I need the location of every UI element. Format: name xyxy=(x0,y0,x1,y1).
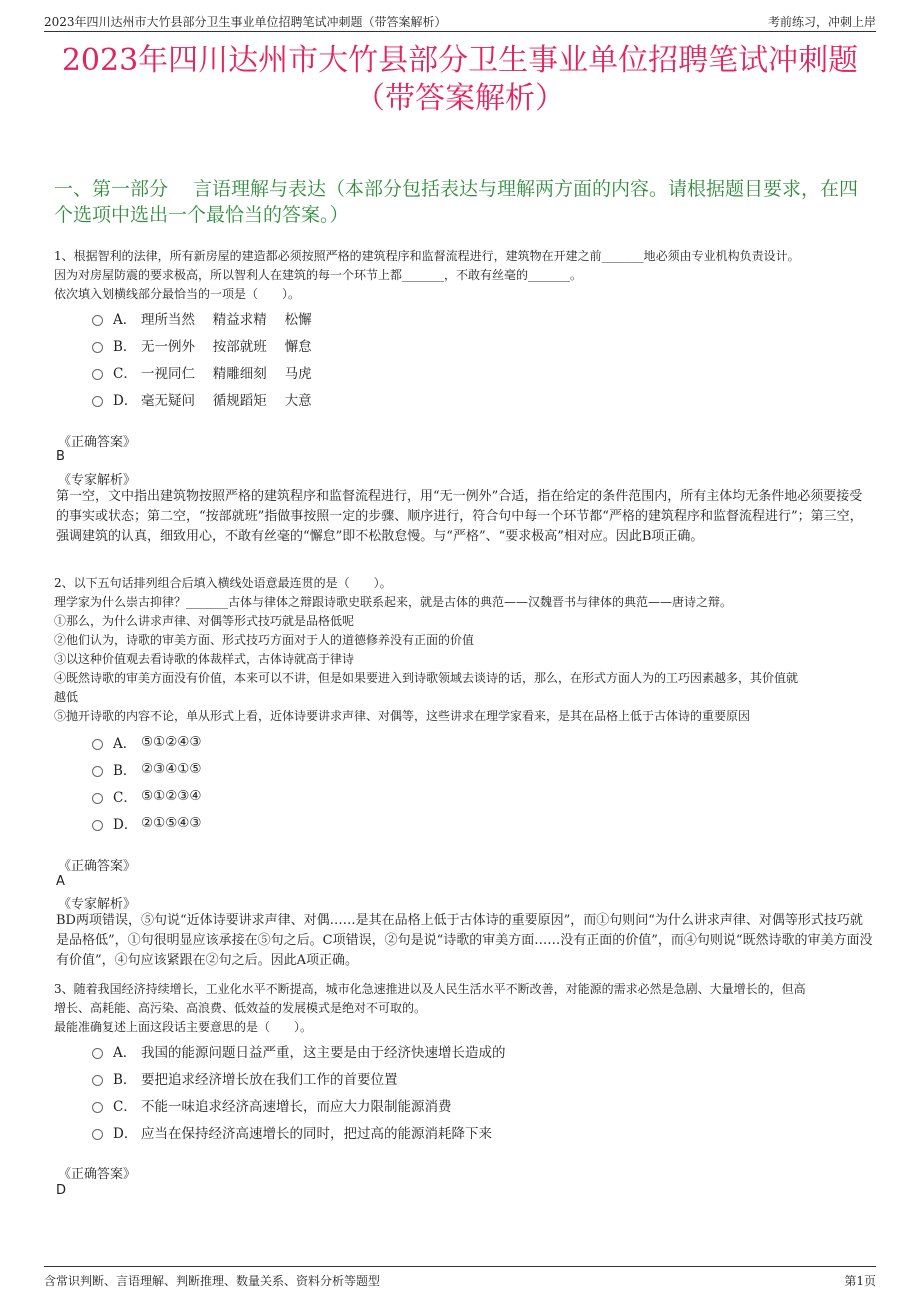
page-footer xyxy=(44,1266,876,1290)
footer-question-types: 含常识判断、言语理解、判断推理、数量关系、资料分析等题型 xyxy=(44,1274,381,1288)
question-line: 理学家为什么崇古抑律？_______古体与律体之辩跟诗歌史联系起来，就是古体的典范——汉魏晋书与律体的典范——唐诗之辩。 xyxy=(54,595,733,609)
question-line: 增长、高耗能、高污染、高浪费、低效益的发展模式是绝对不可取的。 xyxy=(54,1001,427,1015)
question-line: 因为对房屋防震的要求极高，所以智利人在建筑的每一个环节上都_______，不敢有丝毫的_______。 xyxy=(54,268,583,282)
question-3-stem xyxy=(54,980,880,1037)
question-line: 3、随着我国经济持续增长，工业化水平不断提高，城市化急速推进以及人民生活水平不断改善，对能源的需求必然是急剧、大量增长的，但高 xyxy=(54,982,806,996)
option-b[interactable] xyxy=(92,755,202,782)
header-slogan: 考前练习，冲刺上岸 xyxy=(767,15,876,29)
radio-icon[interactable] xyxy=(92,396,103,407)
question-line: ②他们认为，诗歌的审美方面、形式技巧方面对于人的道德修养没有正面的价值 xyxy=(54,633,475,647)
option-letter: D． xyxy=(113,392,138,409)
option-b[interactable] xyxy=(92,331,312,358)
radio-icon[interactable] xyxy=(92,820,103,831)
title-line-2: （带答案解析） xyxy=(355,81,565,116)
section-heading: 一、第一部分 言语理解与表达（本部分包括表达与理解两方面的内容。请根据题目要求，在四个选项中选出一个最恰当的答案。） xyxy=(54,178,859,226)
question-2-options xyxy=(92,728,202,836)
page-title xyxy=(40,42,880,118)
option-text: ②③④①⑤ xyxy=(141,760,202,777)
correct-answer: D xyxy=(56,1183,67,1198)
option-text: ⑤①②④③ xyxy=(141,733,202,750)
option-text: 要把追求经济增长放在我们工作的首要位置 xyxy=(141,1071,398,1088)
option-text: 应当在保持经济高速增长的同时，把过高的能源消耗降下来 xyxy=(141,1125,492,1142)
question-line: 依次填入划横线部分最恰当的一项是（ ）。 xyxy=(54,287,301,301)
expert-analysis: BD两项错误，⑤句说“近体诗要讲求声律、对偶……是其在品格上低于古体诗的重要原因”，而①句则问“为什么讲求声律、对偶等形式技巧就是品格低”，①句很明显应该承接在⑤句之后。C项错误，②句是说“诗歌的审美方面……没有正面的价值”，而④句则说“既然诗歌的审美方面没有价值”，④句应该紧跟在②句之后。因此A项正确。 xyxy=(56,913,873,968)
expert-analysis: 第一空，文中指出建筑物按照严格的建筑程序和监督流程进行，用“无一例外”合适，指在给定的条件范围内，所有主体均无条件地必须要接受的事实或状态；第二空，“按部就班”指做事按照一定的步骤、顺序进行，符合句中每一个环节都“严格的建筑程序和监督流程进行”；第三空，强调建筑的认真，细致用心，不敢有丝毫的“懈怠”即不松散怠慢。与“严格”、“要求极高”相对应。因此B项正确。 xyxy=(56,489,863,544)
option-text: 毫无疑问 循规蹈矩 大意 xyxy=(141,392,312,409)
option-letter: A． xyxy=(113,1044,137,1061)
radio-icon[interactable] xyxy=(92,342,103,353)
header-doc-title: 2023年四川达州市大竹县部分卫生事业单位招聘笔试冲刺题（带答案解析） xyxy=(44,15,447,29)
option-letter: A． xyxy=(113,311,137,328)
question-line: 越低 xyxy=(54,690,79,704)
option-text: ⑤①②③④ xyxy=(141,787,202,804)
radio-icon[interactable] xyxy=(92,739,103,750)
radio-icon[interactable] xyxy=(92,766,103,777)
option-d[interactable] xyxy=(92,809,202,836)
question-3-options xyxy=(92,1037,506,1145)
option-letter: C． xyxy=(113,789,137,806)
question-line: ④既然诗歌的审美方面没有价值，本来可以不讲，但是如果要进入到诗歌领域去谈诗的话，那么，在形式方面人为的工巧因素越多，其价值就 xyxy=(54,671,799,685)
question-line: 2、以下五句话排列组合后填入横线处语意最连贯的是（ ）。 xyxy=(54,576,392,590)
option-letter: C． xyxy=(113,1098,137,1115)
correct-answer: B xyxy=(56,449,65,464)
correct-answer-label: 《正确答案》 xyxy=(58,859,137,874)
option-letter: B． xyxy=(113,1071,137,1088)
option-a[interactable] xyxy=(92,304,312,331)
option-letter: B． xyxy=(113,338,137,355)
question-line: ③以这种价值观去看诗歌的体裁样式，古体诗就高于律诗 xyxy=(54,652,355,666)
option-text: 一视同仁 精雕细刻 马虎 xyxy=(141,365,312,382)
question-line: ①那么，为什么讲求声律、对偶等形式技巧就是品格低呢 xyxy=(54,614,355,628)
option-letter: B． xyxy=(113,762,137,779)
expert-analysis-label: 《专家解析》 xyxy=(58,473,137,488)
option-text: 无一例外 按部就班 懈怠 xyxy=(141,338,312,355)
question-line: 最能准确复述上面这段话主要意思的是（ ）。 xyxy=(54,1020,313,1034)
correct-answer-label: 《正确答案》 xyxy=(58,435,137,450)
option-text: 理所当然 精益求精 松懈 xyxy=(141,311,312,328)
question-2-stem xyxy=(54,574,880,726)
question-line: ⑤抛开诗歌的内容不论，单从形式上看，近体诗要讲求声律、对偶等，这些讲求在理学家看来，是其在品格上低于古体诗的重要原因 xyxy=(54,709,751,723)
option-text: 不能一味追求经济高速增长，而应大力限制能源消费 xyxy=(141,1098,452,1115)
option-c[interactable] xyxy=(92,358,312,385)
option-letter: D． xyxy=(113,816,138,833)
radio-icon[interactable] xyxy=(92,315,103,326)
radio-icon[interactable] xyxy=(92,1129,103,1140)
option-d[interactable] xyxy=(92,385,312,412)
question-1-options xyxy=(92,304,312,412)
expert-analysis-label: 《专家解析》 xyxy=(58,897,137,912)
title-line-1: 2023年四川达州市大竹县部分卫生事业单位招聘笔试冲刺题 xyxy=(61,43,859,78)
option-d[interactable] xyxy=(92,1118,506,1145)
option-a[interactable] xyxy=(92,1037,506,1064)
radio-icon[interactable] xyxy=(92,1102,103,1113)
page-header xyxy=(44,10,876,32)
option-c[interactable] xyxy=(92,782,202,809)
option-text: 我国的能源问题日益严重，这主要是由于经济快速增长造成的 xyxy=(141,1044,506,1061)
page-number: 第1页 xyxy=(844,1274,876,1288)
option-text: ②①⑤④③ xyxy=(141,814,202,831)
radio-icon[interactable] xyxy=(92,793,103,804)
option-letter: D． xyxy=(113,1125,138,1142)
option-c[interactable] xyxy=(92,1091,506,1118)
option-a[interactable] xyxy=(92,728,202,755)
correct-answer: A xyxy=(56,874,65,889)
option-letter: A． xyxy=(113,735,137,752)
question-line: 1、根据智利的法律，所有新房屋的建造都必须按照严格的建筑程序和监督流程进行，建筑物在开建之前_______地必须由专业机构负责设计。 xyxy=(54,249,800,263)
correct-answer-label: 《正确答案》 xyxy=(58,1167,137,1182)
radio-icon[interactable] xyxy=(92,1075,103,1086)
radio-icon[interactable] xyxy=(92,1048,103,1059)
question-1-stem xyxy=(54,247,880,304)
option-b[interactable] xyxy=(92,1064,506,1091)
option-letter: C． xyxy=(113,365,137,382)
radio-icon[interactable] xyxy=(92,369,103,380)
